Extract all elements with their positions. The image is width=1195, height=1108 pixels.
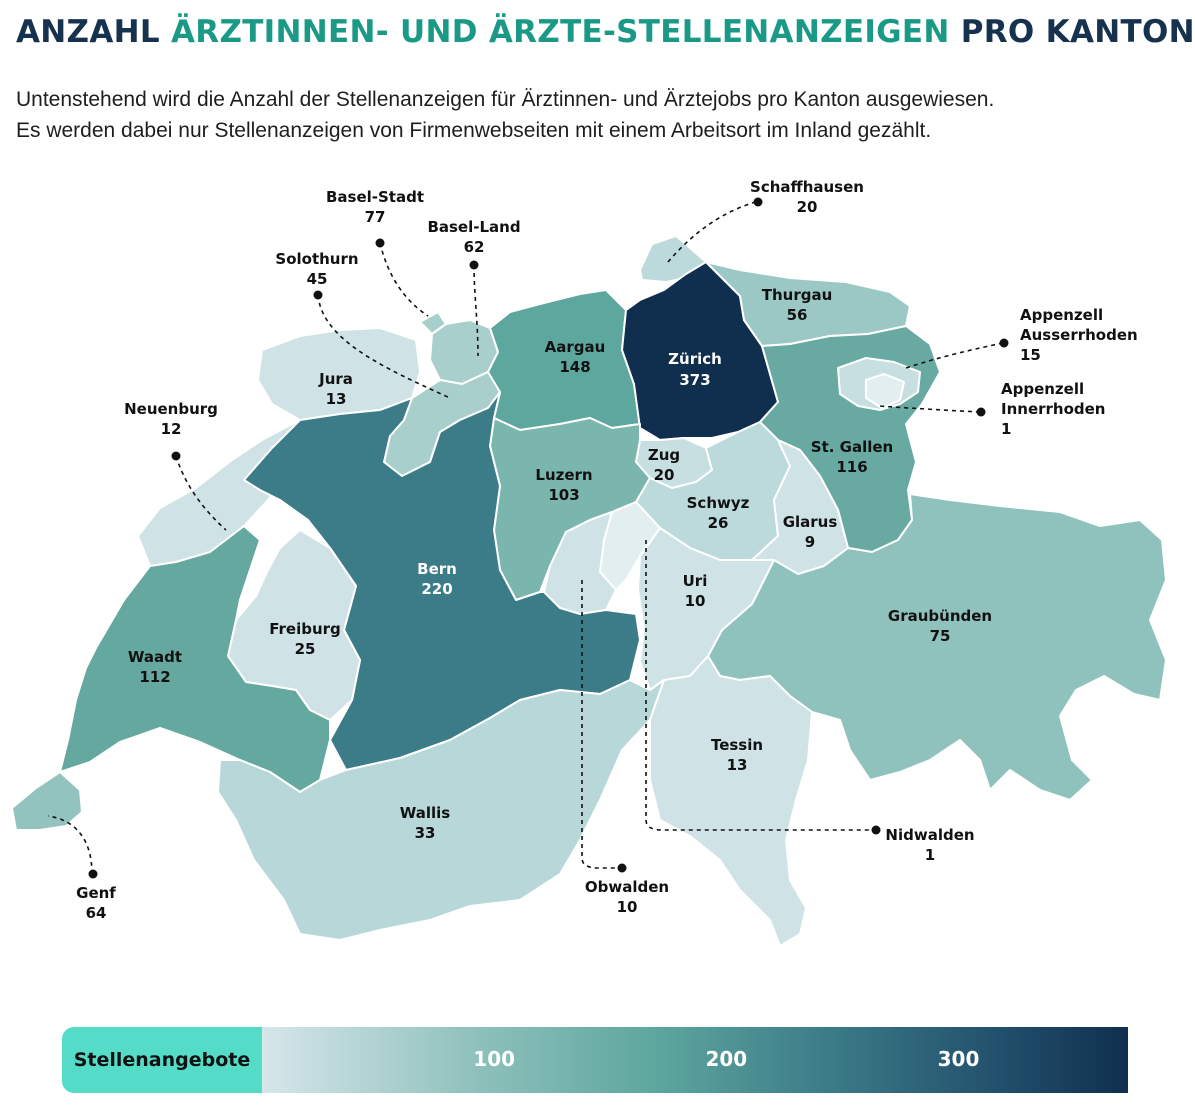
subtitle-line-1: Untenstehend wird die Anzahl der Stellenanzeigen für Ärztinnen- und Ärztejobs pro Kanton ausgewiesen.	[16, 88, 995, 111]
label-schwyz: Schwyz 26	[686, 494, 750, 532]
title-part2: ÄRZTINNEN- UND ÄRZTE-STELLENANZEIGEN	[171, 14, 950, 50]
title-part3: PRO KANTON	[960, 14, 1195, 50]
label-zurich: Zürich 373	[668, 350, 722, 389]
label-waadt: Waadt 112	[127, 648, 183, 686]
dot-basel-stadt	[376, 239, 385, 248]
label-solothurn: Solothurn 45	[275, 250, 359, 288]
legend-tick-300: 300	[937, 1047, 980, 1071]
label-jura: Jura 13	[319, 370, 353, 408]
page-title	[16, 14, 1195, 50]
label-tessin: Tessin 13	[710, 736, 764, 774]
legend-tick-200: 200	[705, 1047, 748, 1071]
color-legend	[62, 1027, 1128, 1093]
label-appenzell-ausserrhoden: Appenzell Ausserrhoden 15	[1020, 306, 1138, 364]
label-schaffhausen: Schaffhausen 20	[750, 178, 864, 216]
label-wallis: Wallis 33	[399, 804, 451, 842]
label-neuenburg: Neuenburg 12	[124, 400, 218, 438]
title-part1: ANZAHL	[16, 14, 160, 50]
leader-basel-stadt	[380, 243, 428, 316]
legend-gradient-bar	[262, 1027, 1128, 1093]
label-appenzell-innerrhoden: Appenzell Innerrhoden 1	[1001, 380, 1106, 438]
label-basel-stadt: Basel-Stadt 77	[325, 188, 425, 226]
dot-neuenburg	[172, 452, 181, 461]
dot-genf	[89, 870, 98, 879]
label-uri: Uri 10	[682, 572, 708, 610]
label-basel-land: Basel-Land 62	[427, 218, 521, 256]
label-bern: Bern 220	[417, 560, 457, 598]
legend-label: Stellenangebote	[62, 1027, 262, 1093]
dot-basel-land	[470, 261, 479, 270]
label-luzern: Luzern 103	[535, 466, 593, 504]
subtitle-line-2: Es werden dabei nur Stellenanzeigen von Firmenwebseiten mit einem Arbeitsort im Inland gezählt.	[16, 119, 932, 142]
canton-tessin[interactable]	[650, 656, 812, 946]
canton-genf[interactable]	[12, 772, 82, 830]
label-st-gallen: St. Gallen 116	[810, 438, 894, 476]
label-obwalden: Obwalden 10	[584, 878, 670, 916]
label-genf: Genf 64	[76, 884, 116, 922]
dot-appenzell-ausserrhoden	[1000, 339, 1009, 348]
label-aargau: Aargau 148	[544, 338, 606, 376]
dot-schaffhausen	[754, 198, 763, 207]
dot-obwalden	[618, 864, 627, 873]
label-glarus: Glarus 9	[782, 513, 838, 551]
label-freiburg: Freiburg 25	[269, 620, 341, 658]
dot-nidwalden	[872, 826, 881, 835]
dot-solothurn	[314, 291, 323, 300]
label-zug: Zug 20	[647, 446, 681, 484]
switzerland-map	[0, 160, 1195, 980]
legend-tick-100: 100	[473, 1047, 516, 1071]
label-graubunden: Graubünden 75	[887, 607, 993, 645]
subtitle	[16, 84, 994, 146]
label-nidwalden: Nidwalden 1	[885, 826, 975, 864]
label-thurgau: Thurgau 56	[761, 286, 833, 324]
dot-appenzell-innerrhoden	[977, 408, 986, 417]
